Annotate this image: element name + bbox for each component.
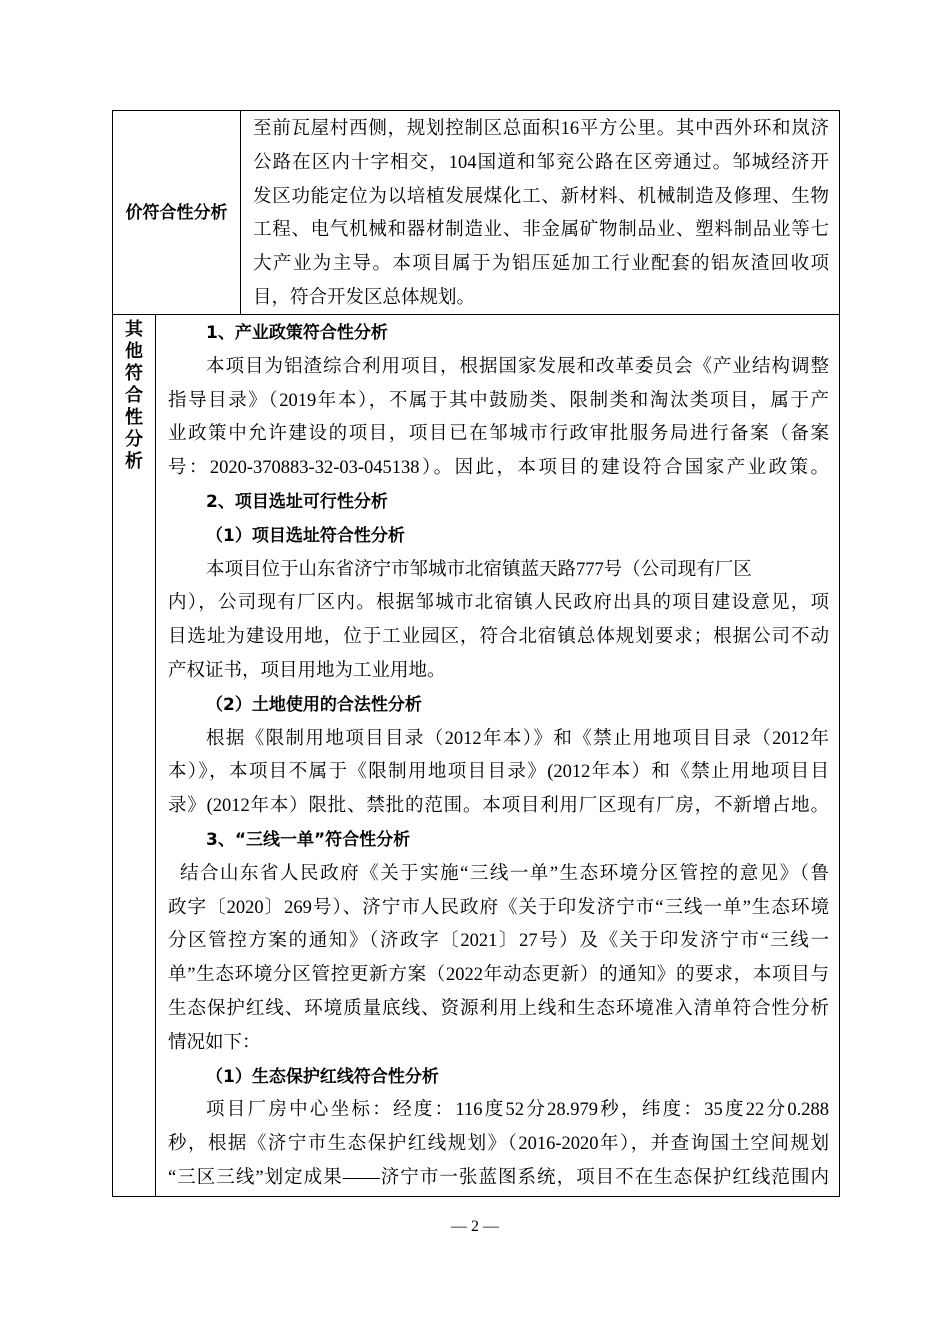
text-line: 公路在区内十字相交，104国道和邹兖公路在区旁通过。邹城经济开 — [253, 152, 829, 173]
section-heading: （1）生态保护红线符合性分析 — [206, 1066, 439, 1087]
section-heading: 1、产业政策符合性分析 — [206, 323, 388, 343]
row-label-planning: 价符合性分析 — [113, 111, 241, 314]
label-char: 他 — [125, 341, 143, 362]
text-line: 发区功能定位为以培植发展煤化工、新材料、机械制造及修理、生物 — [253, 186, 829, 207]
text-line: 大产业为主导。本项目属于为铝压延加工行业配套的铝灰渣回收项 — [253, 254, 829, 275]
text-line: 根据《限制用地项目目录（2012年本）》和《禁止用地项目目录（2012年 — [206, 728, 829, 749]
text-line: 录》(2012年本）限批、禁批的范围。本项目利用厂区现有厂房，不新增占地。 — [168, 796, 829, 817]
text-line: 本项目为铝渣综合利用项目，根据国家发展和改革委员会《产业结构调整 — [206, 356, 829, 377]
section-heading: 2、项目选址可行性分析 — [206, 491, 388, 512]
text-line: 产权证书，项目用地为工业用地。 — [168, 660, 446, 681]
text-line: 目选址为建设用地，位于工业园区，符合北宿镇总体规划要求；根据公司不动 — [168, 627, 829, 648]
label-char: 析 — [125, 451, 143, 472]
page-number: — 2 — — [451, 1218, 499, 1235]
text-line: 情况如下： — [168, 1032, 261, 1053]
text-line: 政字〔2020〕269号）、济宁市人民政府《关于印发济宁市“三线一单”生态环境 — [168, 897, 829, 918]
text-line: “三区三线”划定成果——济宁市一张蓝图系统，项目不在生态保护红线范围内 — [168, 1167, 829, 1188]
analysis-table — [112, 110, 840, 1197]
text-line: 分区管控方案的通知》（济政字〔2021〕27号）及《关于印发济宁市“三线一 — [168, 931, 829, 952]
section-heading: 3、“三线一单”符合性分析 — [206, 829, 411, 850]
section-heading: （1）项目选址符合性分析 — [206, 525, 405, 546]
text-line: 至前瓦屋村西侧，规划控制区总面积16平方公里。其中西外环和岚济 — [253, 119, 829, 139]
text-line: 生态保护红线、环境质量底线、资源利用上线和生态环境准入清单符合性分析 — [168, 998, 829, 1019]
text-line: 单”生态环境分区管控更新方案（2022年动态更新）的通知》的要求，本项目与 — [168, 965, 829, 986]
label-char: 分 — [125, 429, 143, 450]
label-char: 符 — [125, 363, 143, 384]
planning-compliance-row — [113, 111, 839, 315]
section-heading: （2）土地使用的合法性分析 — [206, 694, 422, 715]
text-line: 指导目录》（2019年本），不属于其中鼓励类、限制类和淘汰类项目，属于产 — [168, 390, 829, 411]
label-char: 其 — [125, 319, 143, 340]
text-line: 本项目位于山东省济宁市邹城市北宿镇蓝天路777号（公司现有厂区 — [206, 559, 752, 580]
row-label-other-compliance — [113, 315, 156, 1196]
text-line: 秒，根据《济宁市生态保护红线规划》（2016-2020年），并查询国土空间规划 — [168, 1134, 829, 1155]
text-line: 号：2020-370883-32-03-045138）。因此，本项目的建设符合国家产业政策。 — [168, 458, 829, 479]
label-char: 合 — [125, 385, 143, 406]
label-char: 性 — [125, 407, 143, 428]
text-line: 结合山东省人民政府《关于实施“三线一单”生态环境分区管控的意见》（鲁 — [180, 863, 829, 884]
text-line: 本）》，本项目不属于《限制用地项目目录》(2012年本）和《禁止用地项目目 — [168, 762, 829, 783]
planning-compliance-content — [241, 111, 839, 314]
text-line: 工程、电气机械和器材制造业、非金属矿物制品业、塑料制品业等七 — [253, 220, 829, 241]
text-line: 业政策中允许建设的项目，项目已在邹城市行政审批服务局进行备案（备案 — [168, 424, 829, 445]
other-compliance-row — [113, 315, 839, 1196]
text-line: 内），公司现有厂区内。根据邹城市北宿镇人民政府出具的项目建设意见，项 — [168, 593, 829, 614]
text-line: 目，符合开发区总体规划。 — [253, 287, 476, 308]
other-compliance-content — [156, 315, 839, 1196]
text-line: 项目厂房中心坐标：经度：116度52分28.979秒，纬度：35度22分0.288 — [206, 1100, 829, 1121]
